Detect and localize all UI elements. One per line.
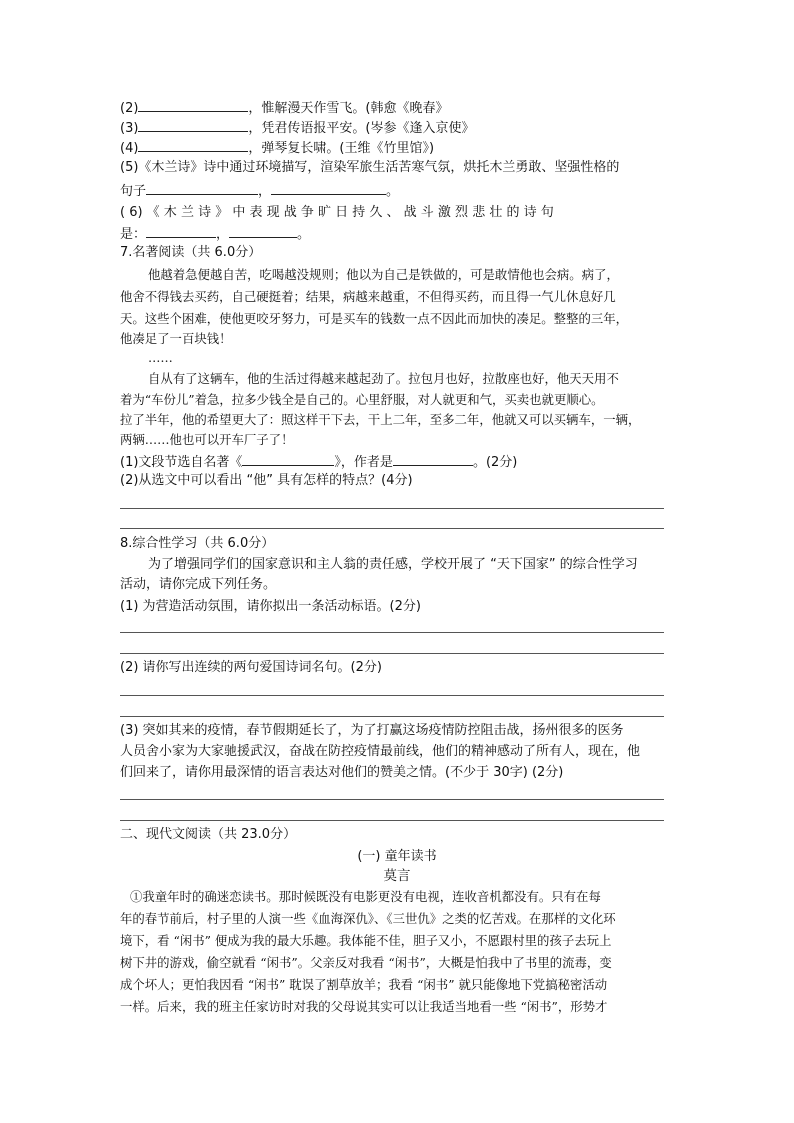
answer-blank[interactable] [146, 181, 258, 195]
answer-line[interactable] [120, 632, 664, 633]
answer-line[interactable] [120, 653, 664, 654]
passage-line: 着为“车份儿”着急，拉多少钱全是自己的。心里舒服，对人就更和气，买卖也就更顺心。 [120, 392, 604, 407]
q8-title: 8.综合性学习（共 6.0分） [120, 536, 275, 551]
answer-blank[interactable] [138, 98, 248, 112]
article-title: (一) 童年读书 [357, 849, 437, 864]
item-prefix: 是： [120, 227, 147, 242]
q8-sub1: (1) 为营造活动氛围，请你拟出一条活动标语。(2分) [120, 599, 421, 614]
prompt-text: 。(2分) [472, 455, 518, 470]
article-line: 成个坏人；更怕我因看 “闲书” 耽误了割草放羊；我看 “闲书” 就只能像地下党搞秘密活动 [120, 977, 608, 992]
item-text: ，惟解漫天作雪飞。(韩愈《晚春》 [248, 101, 449, 116]
q6-item-5-line2 [120, 181, 399, 201]
q8-sub3-line: 人员舍小家为大家驰援武汉，奋战在防控疫情最前线，他们的精神感动了所有人，现在，他 [120, 744, 641, 759]
q6-item-3 [120, 118, 475, 138]
item-number: (3) [120, 121, 139, 136]
passage-line: 天。这些个困难，使他更咬牙努力，可是买车的钱数一点不因此而加快的凑足。整整的三年， [120, 311, 629, 326]
answer-blank[interactable] [138, 118, 248, 132]
q8-sub3-line: (3) 突如其来的疫情，春节假期延长了，为了打赢这场疫情防控阻击战，扬州很多的医务 [120, 723, 624, 738]
passage-line: 他舍不得钱去买药，自己硬挺着；结果，病越来越重，不但得买药，而且得一气儿休息好几 [120, 289, 616, 304]
separator: ， [258, 184, 272, 199]
article-line: 树下井的游戏，偷空就看 “闲书”。父亲反对我看 “闲书”，大概是怕我中了书里的流毒，变 [120, 955, 612, 970]
answer-blank[interactable] [138, 138, 248, 152]
answer-blank[interactable] [146, 224, 216, 238]
article-line: 境下，看 “闲书” 便成为我的最大乐趣。我体能不佳，胆子又小，不愿跟村里的孩子去玩上 [120, 933, 612, 948]
answer-line[interactable] [120, 820, 664, 821]
q7-sub1 [120, 452, 517, 472]
author-blank[interactable] [393, 452, 473, 466]
item-number: (2) [120, 101, 139, 116]
item-text: ，弹琴复长啸。(王维《竹里馆》) [248, 141, 435, 156]
passage-line: 拉了半年，他的希望更大了：照这样干下去，干上二年，至多二年，他就又可以买辆车，一辆， [120, 412, 641, 427]
answer-line[interactable] [120, 508, 664, 509]
answer-blank[interactable] [229, 224, 297, 238]
q8-intro-line: 活动，请你完成下列任务。 [120, 577, 277, 592]
q6-item-5-line1: (5)《木兰诗》诗中通过环境描写，渲染军旅生活苦寒气氛，烘托木兰勇敢、坚强性格的 [120, 160, 620, 175]
period: 。 [386, 184, 400, 199]
answer-blank[interactable] [271, 181, 386, 195]
passage-line: 他越着急便越自苦，吃喝越没规则；他以为自己是铁做的，可是敢情他也会病。病了， [148, 267, 619, 282]
q8-sub2: (2) 请你写出连续的两句爱国诗词名句。(2分) [120, 660, 382, 675]
prompt-text: (1)文段节选自名著《 [120, 455, 243, 470]
q6-item-6-line1: ( 6) 《 木 兰 诗 》 中 表 现 战 争 旷 日 持 久 、 战 斗 激 烈 悲 壮 的 诗 句 [120, 205, 554, 220]
answer-line[interactable] [120, 695, 664, 696]
q6-item-4 [120, 138, 434, 158]
section-title: 二、现代文阅读（共 23.0分） [120, 827, 297, 842]
q7-title: 7.名著阅读（共 6.0分） [120, 245, 262, 260]
article-line: 一样。后来，我的班主任家访时对我的父母说其实可以让我适当地看一些 “闲书”，形势才 [120, 999, 608, 1014]
answer-line[interactable] [120, 716, 664, 717]
passage-ellipsis: …… [148, 350, 173, 365]
passage-line: 自从有了这辆车，他的生活过得越来越起劲了。拉包月也好，拉散座也好，他天天用不 [148, 371, 619, 386]
book-title-blank[interactable] [242, 452, 334, 466]
separator: ， [216, 227, 230, 242]
q8-sub3-line: 们回来了，请你用最深情的语言表达对他们的赞美之情。(不少于 30字) (2分) [120, 765, 564, 780]
q8-intro-line: 为了增强同学们的国家意识和主人翁的责任感，学校开展了 “天下国家” 的综合性学习 [148, 557, 638, 572]
answer-line[interactable] [120, 799, 664, 800]
q7-sub2: (2)从选文中可以看出 “他” 具有怎样的特点？(4分) [120, 473, 413, 488]
article-line: ①我童年时的确迷恋读书。那时候既没有电影更没有电视，连收音机都没有。只有在每 [130, 889, 601, 904]
q6-item-6-line2 [120, 224, 310, 244]
passage-line: 两辆……他也可以开车厂子了！ [120, 432, 294, 447]
item-prefix: 句子 [120, 184, 147, 199]
item-text: ，凭君传语报平安。(岑参《逢入京使》 [248, 121, 475, 136]
passage-line: 他凑足了一百块钱！ [120, 331, 232, 346]
item-number: (4) [120, 141, 139, 156]
article-line: 年的春节前后，村子里的人演一些《血海深仇》、《三世仇》之类的忆苦戏。在那样的文化环 [120, 911, 616, 926]
article-author: 莫言 [383, 868, 411, 884]
period: 。 [297, 227, 311, 242]
prompt-text: 》，作者是 [334, 455, 393, 470]
q6-item-2 [120, 98, 449, 118]
answer-line[interactable] [120, 528, 664, 529]
